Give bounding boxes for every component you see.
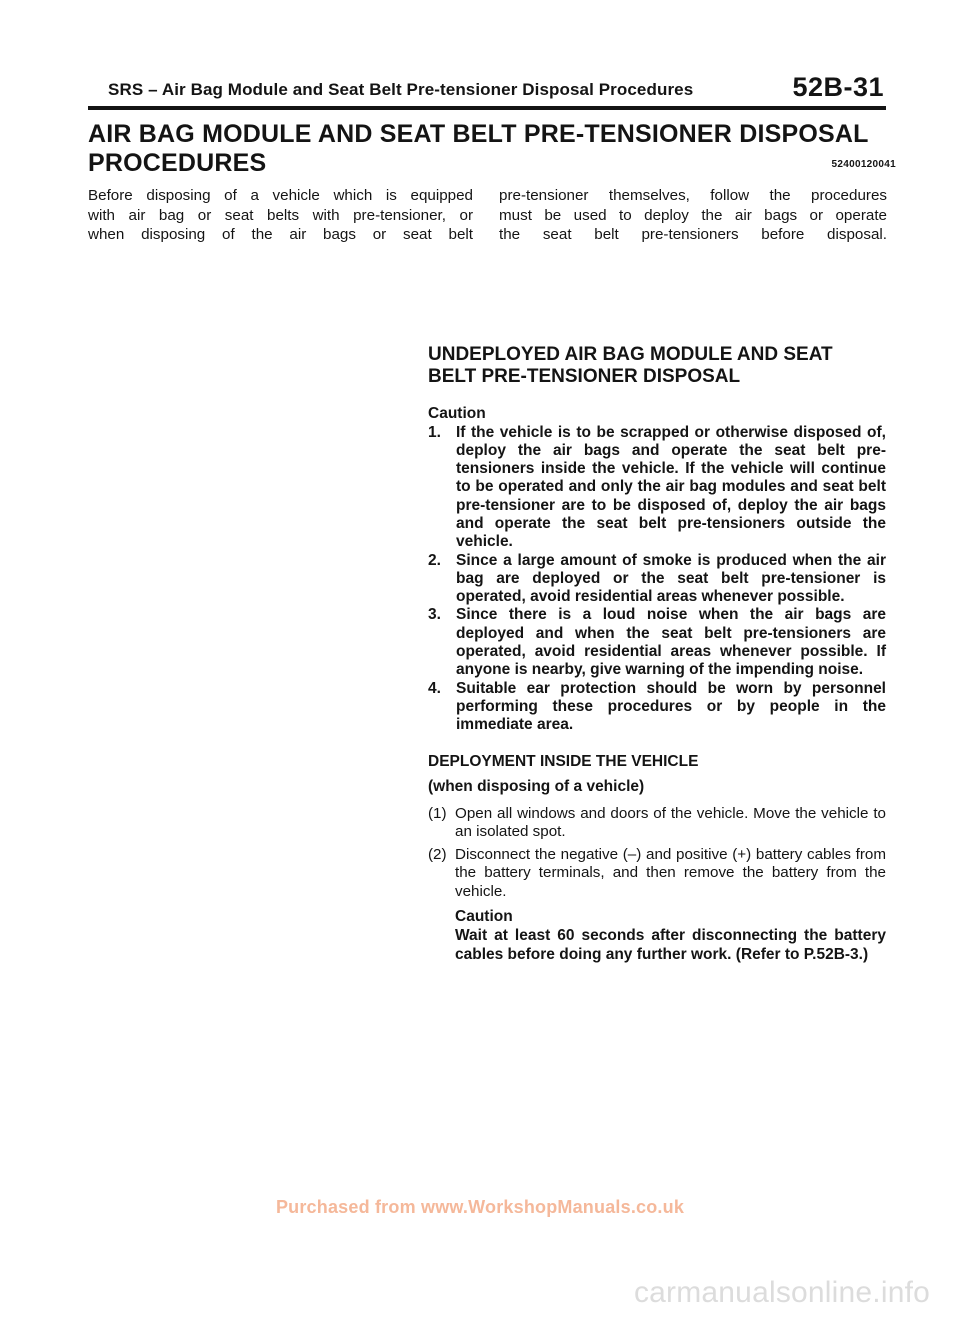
step-number: (1) — [428, 804, 447, 822]
page-title-line-2: PROCEDURES — [88, 149, 267, 177]
deployment-heading: DEPLOYMENT INSIDE THE VEHICLE — [428, 752, 699, 770]
caution-text: Suitable ear protection should be worn by personnel performing these procedures or by people in the immediate area. — [456, 679, 886, 734]
step-caution-block — [455, 907, 886, 964]
caution-number: 4. — [428, 679, 441, 697]
deployment-subheading: (when disposing of a vehicle) — [428, 778, 645, 796]
caution-label: Caution — [428, 405, 486, 422]
caution-item — [428, 424, 886, 552]
step-text: Disconnect the negative (–) and positive (+) battery cables from the battery terminals, and then remove the battery from the vehicle. — [455, 845, 886, 900]
step-item — [428, 846, 886, 902]
caution-number: 3. — [428, 606, 441, 624]
step-list — [428, 805, 886, 902]
caution-text: If the vehicle is to be scrapped or otherwise disposed of, deploy the air bags and operate the seat belt pre-tensioners inside the vehicle. If the vehicle will continue to be operated and only the air bag modules and seat belt pre-tensioner are to be disposed of, deploy the air bags and operate the seat belt pre-tensioners outside the vehicle. — [456, 423, 886, 551]
caution-item — [428, 680, 886, 735]
document-code: 52400120041 — [831, 159, 896, 170]
step-item — [428, 805, 886, 842]
caution-number: 2. — [428, 551, 441, 569]
intro-right-line: the seat belt pre-tensioners before disposal. — [499, 226, 887, 243]
running-title: SRS – Air Bag Module and Seat Belt Pre-tensioner Disposal Procedures — [108, 80, 694, 99]
intro-right-column — [499, 186, 887, 245]
purchase-watermark: Purchased from www.WorkshopManuals.co.uk — [275, 1197, 685, 1217]
caution-text: Since a large amount of smoke is produced when the air bag are deployed or the seat belt pre-tensioner is operated, avoid residential areas whenever possible. — [456, 551, 886, 606]
running-header — [88, 72, 886, 110]
caution-text: Since there is a loud noise when the air bags are deployed and when the seat belt pre-tensioners are operated, avoid residential areas whenever possible. If anyone is nearby, give warning of the impending noise. — [456, 606, 886, 679]
section-heading-line-1: UNDEPLOYED AIR BAG MODULE AND SEAT — [428, 344, 833, 365]
intro-right-line: must be used to deploy the air bags or operate — [499, 206, 887, 224]
caution-list — [428, 424, 886, 735]
caution-item — [428, 606, 886, 679]
page-number: 52B-31 — [792, 72, 884, 102]
intro-right-line: pre-tensioner themselves, follow the procedures — [499, 187, 887, 204]
step-text: Open all windows and doors of the vehicle. Move the vehicle to an isolated spot. — [455, 804, 886, 841]
page-title-line-1: AIR BAG MODULE AND SEAT BELT PRE-TENSIONER DISPOSAL — [88, 120, 869, 148]
intro-left-line: Before disposing of a vehicle which is equipped — [88, 187, 473, 204]
section-heading — [428, 344, 886, 388]
step-caution-label: Caution — [455, 908, 513, 926]
section-heading-line-2: BELT PRE-TENSIONER DISPOSAL — [428, 366, 741, 387]
intro-left-line: with air bag or seat belts with pre-tensioner, or — [88, 206, 473, 224]
intro-left-column — [88, 186, 473, 245]
step-number: (2) — [428, 845, 447, 863]
step-caution-text: Wait at least 60 seconds after disconnecting the battery cables before doing any further work. (Refer to P.52B-3.) — [455, 927, 886, 964]
intro-left-line: when disposing of the air bags or seat belt — [88, 226, 473, 243]
site-credit-watermark: carmanualsonline.info — [633, 1276, 930, 1309]
caution-number: 1. — [428, 423, 441, 441]
page-title — [88, 120, 888, 178]
procedure-column — [428, 344, 886, 964]
caution-item — [428, 552, 886, 607]
